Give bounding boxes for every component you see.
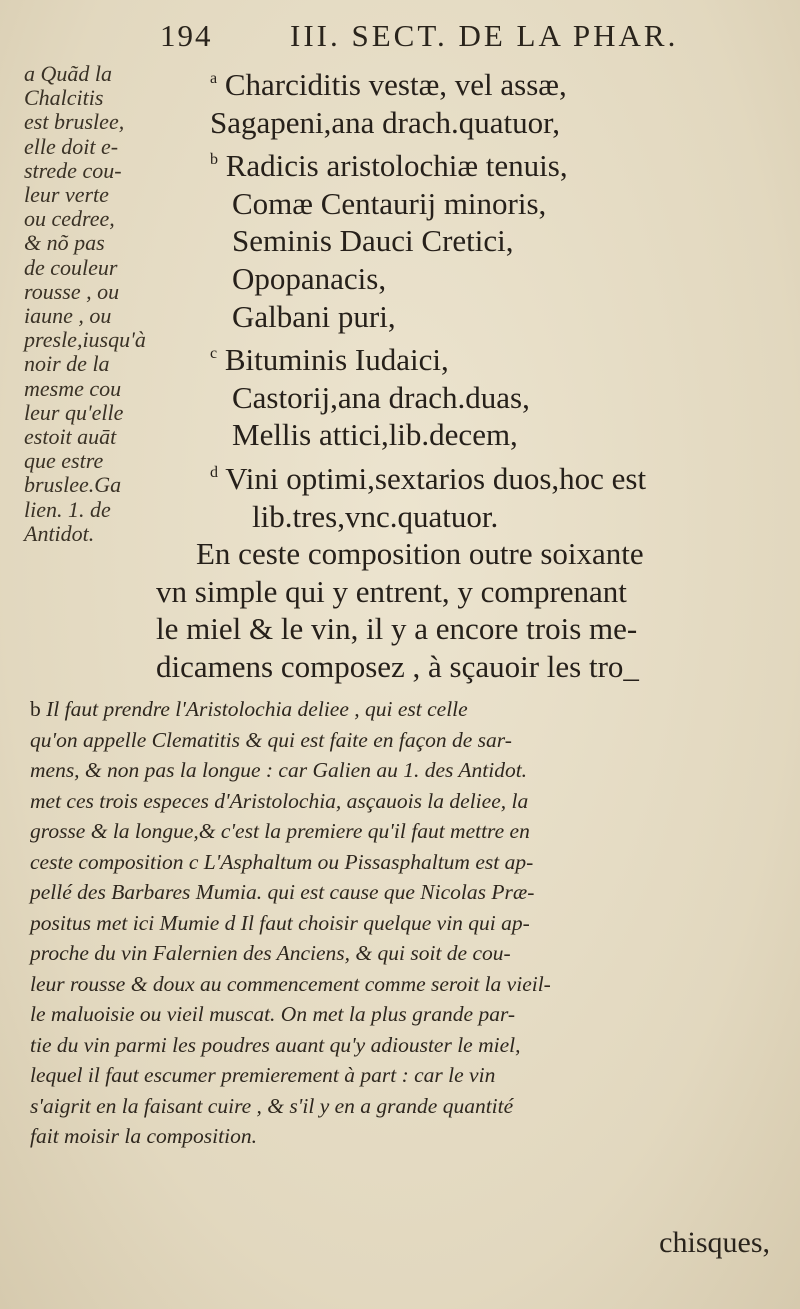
text-line [196, 498, 786, 536]
footnote-line [30, 908, 790, 939]
main-text [156, 60, 786, 686]
margin-note-line: & nõ pas [24, 230, 105, 256]
margin-note-line: a Quãd la [24, 61, 112, 86]
text-line-content: Radicis aristolochiæ tenuis, [225, 148, 568, 184]
footnote-label: b [30, 697, 41, 721]
text-line-content: Comæ Centaurij minoris, [232, 185, 547, 221]
page-header [160, 12, 760, 60]
text-line-content: Seminis Dauci Cretici, [232, 223, 514, 259]
text-line-content: Vini optimi,sextarios duos,hoc est [225, 460, 647, 496]
footnote-line [30, 847, 790, 878]
footnote-line [30, 1091, 790, 1122]
footnote-text: mens, & non pas la longue : car Galien au 1. des Antidot. [30, 758, 528, 782]
text-line [196, 60, 786, 104]
footnotes [30, 694, 790, 1152]
footnote-line [30, 1060, 790, 1091]
footnote-line [30, 938, 790, 969]
margin-note-line: lien. 1. de [24, 496, 111, 522]
text-line [196, 298, 786, 336]
margin-note-line: noir de la [24, 351, 110, 377]
footnote-text: grosse & la longue,& c'est la premiere qu'il faut mettre en [30, 819, 530, 843]
margin-note-line: leur qu'elle [24, 399, 124, 425]
margin-note-line: que estre [24, 448, 104, 474]
text-line-content: En ceste composition outre soixante [196, 536, 644, 572]
margin-note-line: iaune , ou [24, 303, 112, 329]
footnote-line [30, 1121, 790, 1152]
text-line [156, 610, 786, 648]
footnote-text: fait moisir la composition. [30, 1124, 257, 1148]
footnote-line [30, 969, 790, 1000]
page-number: 194 [160, 18, 213, 53]
text-line [156, 648, 786, 686]
footnote-line [30, 877, 790, 908]
footnote-line [30, 755, 790, 786]
text-line [196, 141, 786, 185]
text-line-content: Opopanacis, [232, 260, 387, 296]
text-line [196, 104, 786, 142]
footnote-line [30, 694, 790, 725]
text-line-content: le miel & le vin, il y a encore trois me- [156, 611, 638, 647]
footnote-text: leur rousse & doux au commencement comme seroit la vieil- [30, 971, 551, 996]
margin-note-line: bruslee.Ga [24, 472, 122, 498]
text-line [196, 454, 786, 498]
footnote-text: pellé des Barbares Mumia. qui est cause que Nicolas Præ- [30, 880, 535, 904]
note-marker: c [210, 345, 218, 363]
text-line [196, 416, 786, 454]
margin-note-line: presle,iusqu'à [24, 327, 146, 353]
text-line [196, 260, 786, 298]
margin-note-line: estoit auāt [24, 424, 117, 450]
text-line [196, 335, 786, 379]
footnote-text: tie du vin parmi les poudres auant qu'y adiouster le miel, [30, 1032, 521, 1057]
text-line-content: Charciditis vestæ, vel assæ, [224, 67, 567, 102]
text-line-content: dicamens composez , à sçauoir les tro_ [156, 648, 639, 684]
margin-note-line: ou cedree, [24, 206, 115, 232]
margin-note-line: est bruslee, [24, 109, 125, 135]
footnote-text: ceste composition c L'Asphaltum ou Pissasphaltum est ap- [30, 849, 534, 874]
running-head: III. SECT. DE LA PHAR. [290, 18, 679, 53]
margin-note-line: mesme cou [24, 375, 122, 401]
text-line [196, 185, 786, 223]
footnote-text: met ces trois especes d'Aristolochia, asçauois la deliee, la [30, 788, 529, 813]
margin-note-line: rousse , ou [24, 278, 120, 304]
footnote-text: positus met ici Mumie d Il faut choisir quelque vin qui ap- [30, 910, 530, 935]
footnote-line [30, 1030, 790, 1061]
text-line-content: Galbani puri, [232, 298, 396, 334]
footnote-line [30, 725, 790, 756]
footnote-text: qu'on appelle Clematitis & qui est faite en façon de sar- [30, 727, 512, 752]
margin-note [24, 62, 184, 546]
footnote-text: lequel il faut escumer premierement à part : car le vin [30, 1063, 496, 1087]
margin-note-line: strede cou- [24, 157, 122, 183]
text-line [196, 379, 786, 417]
text-line-content: Mellis attici,lib.decem, [232, 417, 518, 453]
text-line-content: lib.tres,vnc.quatuor. [252, 498, 499, 534]
text-line [156, 573, 786, 611]
footnote-line [30, 816, 790, 847]
footnote-text: s'aigrit en la faisant cuire , & s'il y en a grande quantité [30, 1093, 514, 1118]
margin-note-line: elle doit e- [24, 133, 119, 159]
catchword: chisques, [659, 1226, 770, 1259]
footnote-line [30, 999, 790, 1030]
footnote-text: Il faut prendre l'Aristolochia deliee , qui est celle [46, 697, 468, 721]
text-line [196, 222, 786, 260]
margin-note-line: Chalcitis [24, 85, 104, 111]
text-line-content: vn simple qui y entrent, y comprenant [156, 573, 627, 609]
margin-note-line: Antidot. [24, 520, 95, 546]
text-line-content: Sagapeni,ana drach.quatuor, [210, 104, 560, 140]
margin-note-line: de couleur [24, 254, 118, 280]
note-marker: a [210, 70, 218, 87]
text-line-content: Bituminis Iudaici, [224, 342, 449, 378]
footnote-text: le maluoisie ou vieil muscat. On met la plus grande par- [30, 1002, 516, 1026]
text-line [196, 535, 786, 573]
footnote-line [30, 786, 790, 817]
text-line-content: Castorij,ana drach.duas, [232, 379, 530, 415]
note-marker: b [210, 151, 218, 169]
margin-note-line: leur verte [24, 182, 109, 208]
note-marker: d [210, 463, 218, 481]
footnote-text: proche du vin Falernien des Anciens, & qui soit de cou- [30, 941, 511, 965]
